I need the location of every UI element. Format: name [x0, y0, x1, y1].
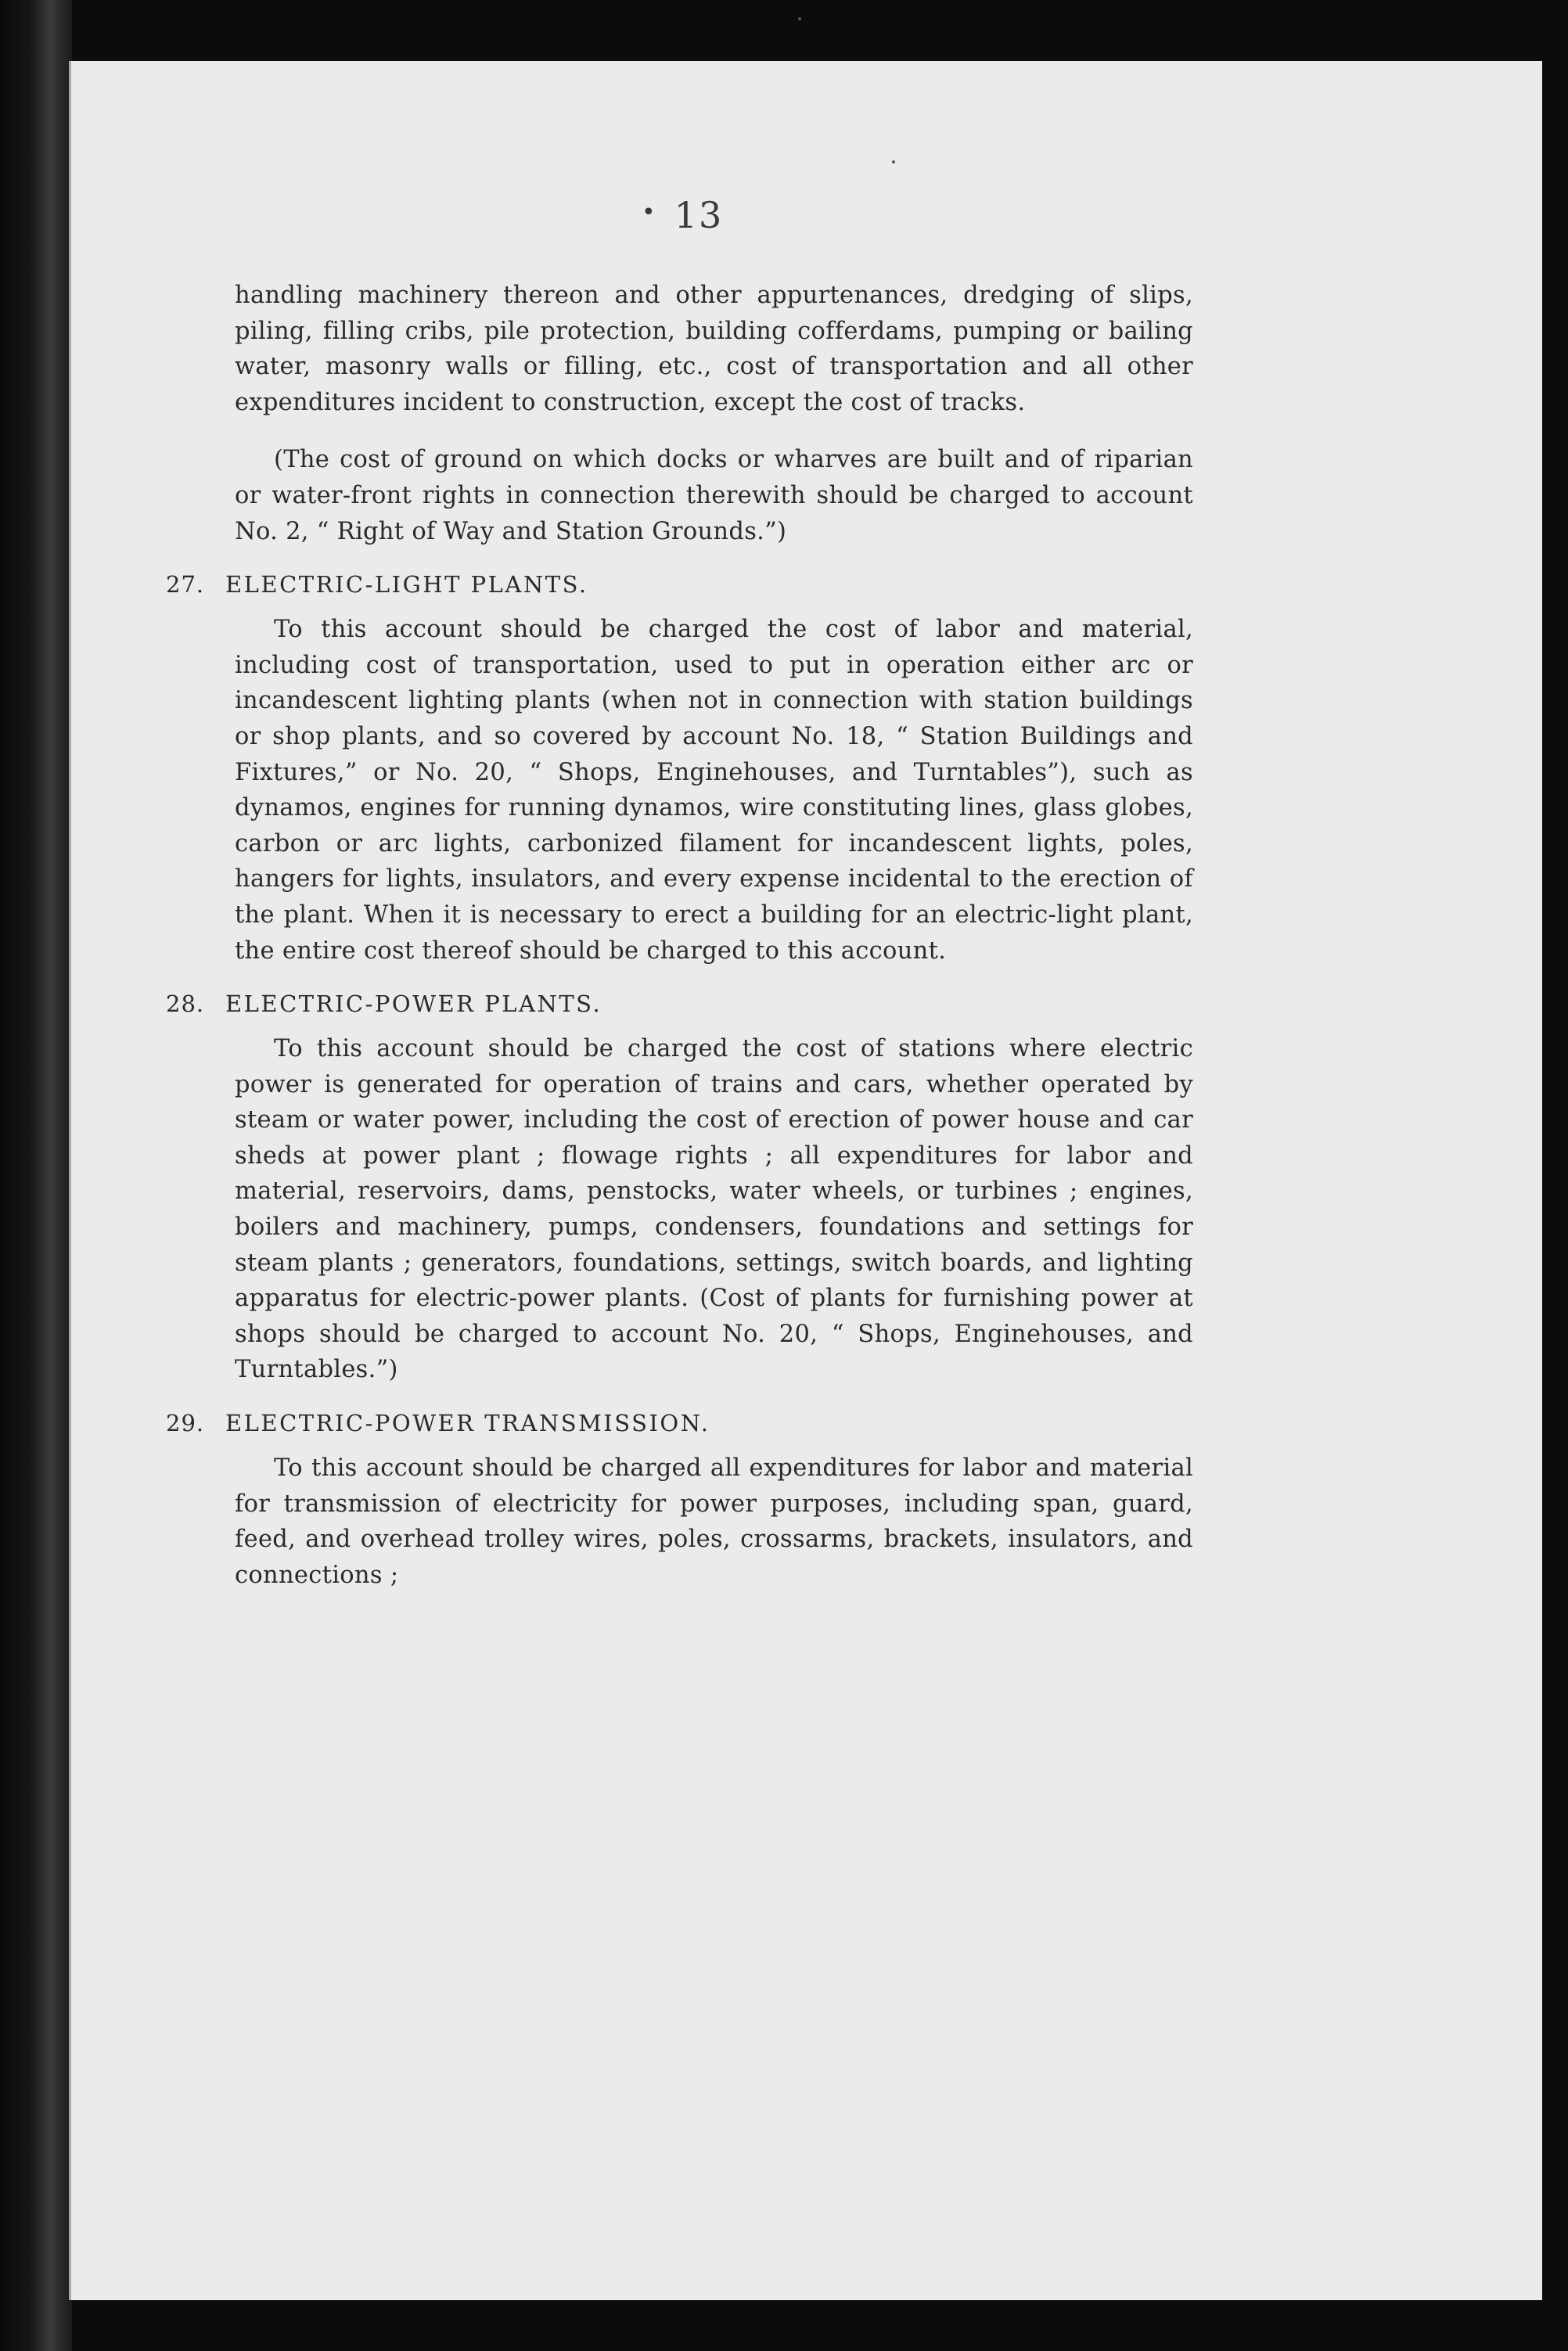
section-title: ELECTRIC-POWER TRANSMISSION. [225, 1410, 710, 1437]
book-spine-edge [0, 0, 72, 2351]
section-number: 27. [166, 571, 205, 599]
note-paragraph: (The cost of ground on which docks or wharves are built and of riparian or water-front rights in connection therewith should be charged to account No. 2, “ Right of Way and Station Grounds.”) [235, 446, 1193, 545]
page-number [642, 194, 723, 236]
page-number-value: 13 [674, 194, 724, 236]
section-number: 28. [166, 990, 205, 1018]
page-number-mark: • [642, 199, 657, 226]
section-body-28: To this account should be charged the cost of stations where electric power is generated for operation of trains and cars, whether operated by steam or water power, including the cost of erection of power house and car sheds at power plant ; flowage rights ; all expenditures for labor and material, reservoirs, dams, penstocks, water wheels, or turbines ; engines, boilers and machinery, pumps, condensers, foundations and settings for steam plants ; generators, foundations, settings, switch boards, and lighting apparatus for electric-power plants. (Cost of plants for furnishing power at shops should be charged to account No. 20, “ Shops, Enginehouses, and Turntables.”) [235, 1035, 1193, 1384]
section-body-29: To this account should be charged all expenditures for labor and material for transmission of electricity for power purposes, including span, guard, feed, and overhead trolley wires, poles, crossarms, brackets, insulators, and connections ; [235, 1454, 1193, 1589]
continuation-paragraph: handling machinery thereon and other appurtenances, dredging of slips, piling, filling cribs, pile protection, building cofferdams, pumping or bailing water, masonry walls or filling, etc., cost of transportation and all other expenditures incident to construction, except the cost of tracks. [235, 282, 1193, 416]
section-heading-27 [166, 566, 1193, 602]
section-title: ELECTRIC-POWER PLANTS. [225, 990, 602, 1018]
section-number: 29. [166, 1410, 205, 1437]
scan-speck [798, 17, 801, 20]
section-title: ELECTRIC-LIGHT PLANTS. [225, 571, 588, 599]
section-heading-28 [166, 986, 1193, 1022]
scan-speck [892, 160, 895, 164]
section-body-27: To this account should be charged the cost of labor and material, including cost of transportation, used to put in operation either arc or incandescent lighting plants (when not in connection with station buildings or shop plants, and so covered by account No. 18, “ Station Buildings and Fixtures,” or No. 20, “ Shops, Enginehouses, and Turntables”), such as dynamos, engines for running dynamos, wire constituting lines, glass globes, carbon or arc lights, carbonized filament for incandescent lights, poles, hangers for lights, insulators, and every expense incidental to the erection of the plant. When it is necessary to erect a building for an electric-light plant, the entire cost thereof should be charged to this account. [235, 616, 1193, 965]
section-heading-29 [166, 1405, 1193, 1441]
page-text [166, 278, 1193, 1593]
